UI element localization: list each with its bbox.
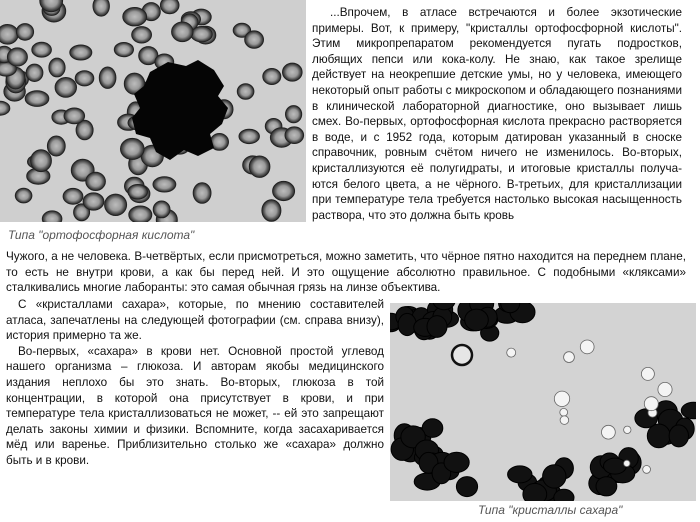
crystal-speck [602, 425, 616, 439]
red-blood-cell [249, 156, 270, 177]
micrograph-sugar-crystals-drawing [390, 303, 696, 501]
paragraph-sugar-intro: С «кристаллами сахара», которые, по мнению составителей атласа, запечатлены на следующей фотографии (см. справа внизу), история примерно та же. [6, 298, 384, 343]
dark-blood-cell [398, 313, 416, 335]
crystal-speck [644, 397, 658, 411]
dark-blood-cell [427, 316, 447, 338]
red-blood-cell [26, 64, 43, 81]
red-blood-cell [16, 24, 33, 41]
dark-blood-cell [456, 477, 477, 497]
red-blood-cell [128, 185, 148, 200]
crystal-speck [641, 367, 654, 380]
red-blood-cell [237, 84, 254, 100]
red-blood-cell [99, 67, 116, 88]
red-blood-cell [75, 71, 94, 86]
red-blood-cell [239, 129, 259, 143]
dark-blood-cell [523, 483, 547, 501]
red-blood-cell [245, 31, 264, 48]
micrograph-phosphoric-acid-drawing [0, 0, 306, 222]
red-blood-cell [86, 172, 106, 190]
red-blood-cell [0, 25, 18, 45]
dark-blood-cell [444, 452, 469, 472]
red-blood-cell [114, 43, 133, 57]
dark-blood-cell [604, 458, 627, 474]
red-blood-cell [193, 183, 211, 204]
red-blood-cell [273, 181, 295, 200]
dark-blood-cell [647, 424, 670, 448]
crystal-speck [560, 416, 569, 425]
red-blood-cell [123, 8, 147, 26]
red-blood-cell [70, 45, 92, 60]
crystal-speck [643, 466, 651, 474]
red-blood-cell [153, 201, 170, 218]
figure-top-caption: Типа "ортофосфорная кислота" [8, 228, 195, 242]
red-blood-cell [93, 0, 109, 16]
dark-blood-cell [543, 465, 566, 488]
red-blood-cell [285, 127, 304, 144]
crystal-speck [560, 408, 568, 416]
paragraph-phosphoric-acid: ...Впрочем, в атласе встречаются и более экзотические примеры. Вот, к примеру, "кристаллы ортофосфорной кислоты". Этим микропрепаратом рекомендуется пугать подростков, любящих пепси или кока-колу. Не знаю, как такое зрелище действует на неокрепшие детские умы, но у человека, имеющего некоторый опыт работы с микроскопом и обладающего познаниями в клинической лабораторной диагностике, оно вызывает лишь смех. Во-первых, ортофосфорная кислота прекрасно растворяется в воде, и с 1952 года, которым датирован указанный в сноске справочник, ровным счётом ничего не изменилось. Во-вторых, кристаллизуются её полугидраты, и итоговые кристаллы получаются белого цвета, а не чёрного. В-третьих, для кристаллизации при температуре тела требуется настолько высокая насыщенность раствора, что это должна быть кровь [312, 6, 682, 222]
red-blood-cell [32, 42, 52, 57]
red-blood-cell [63, 188, 83, 204]
paragraph-continuation: Чужого, а не человека. В-четвёртых, если присмотреться, можно заметить, что чёрное пятно находится на переднем плане, то есть не внутри крови, а как бы перед ней. И это ощущение абсолютно правильное. С подобными «кляксами» сталкивались многие лаборанты: это самая обычная грязь на линзе объектива. [6, 250, 686, 295]
paragraph-sugar-body: Во-первых, «сахара» в крови нет. Основной простой углевод нашего организма – глюкоза. И авторам якобы медицинского издания неплохо бы это знать. Во-вторых, глюкоза в той концентрации, в которой она присутствует в крови, и при температуре тела кристаллизоваться не может, -- ей это запрещают делать законы химии и физики. Вспомните, когда засахаривается мёд или варенье. Приблизительно столько же «сахара» должно быть и в крови. [6, 344, 384, 467]
dark-blood-cell [508, 466, 532, 483]
crystal-speck [658, 382, 672, 396]
crystal-speck [507, 348, 516, 357]
crystal-speck [624, 426, 631, 433]
red-blood-cell [15, 188, 32, 203]
crystal-speck [624, 460, 630, 466]
crystal-speck [580, 340, 594, 354]
red-blood-cell [160, 0, 179, 14]
micrograph-sugar-crystals [390, 303, 696, 501]
red-blood-cell [263, 69, 281, 85]
red-blood-cell [129, 206, 152, 222]
red-blood-cell [172, 22, 193, 42]
red-blood-cell [121, 138, 145, 159]
red-blood-cell [7, 48, 27, 66]
red-blood-cell [262, 200, 281, 222]
red-blood-cell [31, 150, 52, 172]
red-blood-cell [47, 136, 65, 156]
red-blood-cell [132, 27, 152, 43]
red-blood-cell [283, 63, 303, 81]
red-blood-cell [105, 194, 127, 215]
dark-blood-cell [554, 489, 574, 501]
dark-blood-cell [596, 477, 617, 496]
micrograph-phosphoric-acid [0, 0, 306, 222]
figure-bottom-caption: Типа "кристаллы сахара" [478, 503, 623, 517]
red-blood-cell [286, 106, 302, 123]
red-blood-cell [64, 108, 85, 124]
red-blood-cell [83, 193, 104, 210]
paragraph-sugar [6, 297, 384, 469]
red-blood-cell [42, 211, 62, 222]
crystal-speck [554, 391, 569, 406]
red-blood-cell [55, 78, 76, 98]
dark-blood-cell [669, 425, 688, 447]
red-blood-cell [49, 58, 65, 77]
crystal-speck [564, 352, 575, 363]
dark-blood-cell [465, 309, 489, 331]
red-blood-cell [25, 91, 49, 107]
red-blood-cell [153, 177, 176, 192]
